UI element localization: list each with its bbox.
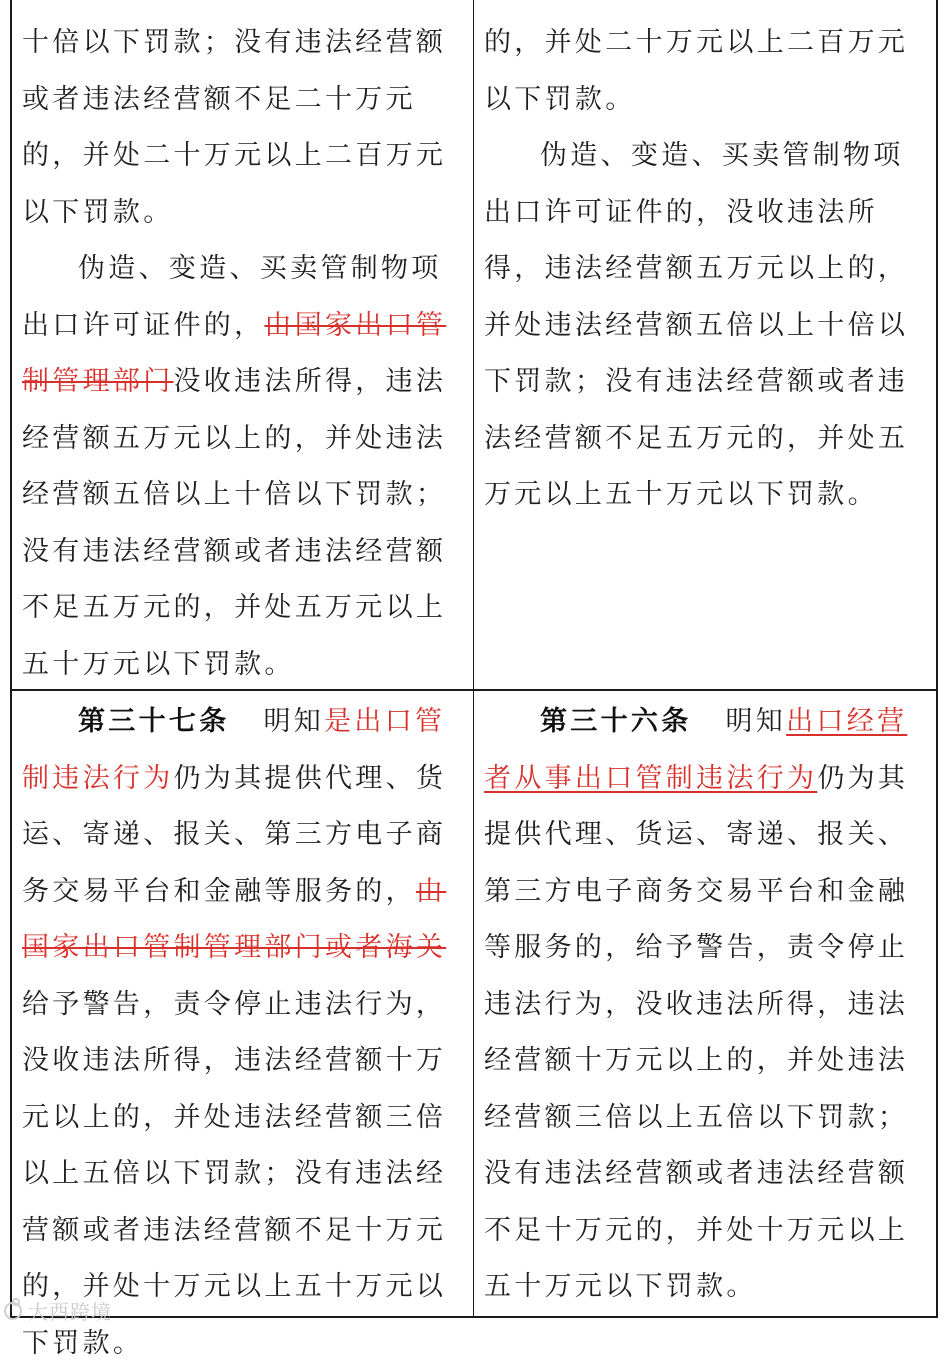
comparison-table [10,0,938,1359]
article-number: 第三十七条 [78,706,230,737]
paragraph: 十倍以下罚款；没有违法经营额或者违法经营额不足二十万元的，并处二十万元以上二百万元以下罚款。 [22,27,447,228]
cell-bottom-right [474,691,936,1316]
cell-top-right [474,0,936,691]
paragraph [484,694,930,1316]
cell-top-left [12,0,474,691]
paragraph: 伪造、变造、买卖管制物项出口许可证件的，没收违法所得，违法经营额五万元以上的，并处违法经营额五倍以上十倍以下罚款；没有违法经营额或者违法经营额不足五万元的，并处五万元以上五十万元以下罚款。 [484,140,909,510]
text-run: 没收违法所得，违法经营额五万元以上的，并处违法经营额五倍以上十倍以下罚款；没有违法经营额或者违法经营额不足五万元的，并处五万元以上五十万元以下罚款。 [22,366,447,680]
text-run: 仍为其提供代理、货运、寄递、报关、第三方电子商务交易平台和金融等服务的，给予警告，责令停止违法行为，没收违法所得，违法经营额十万元以上的，并处违法经营额三倍以上五倍以下罚款；没有违法经营额或者违法经营额不足十万元的，并处十万元以上五十万元以下罚款。 [484,762,909,1302]
inserted-text: 是出口管制违法行为 [22,706,446,794]
paragraph: 的，并处二十万元以上二百万元以下罚款。 [484,27,909,115]
cell-bottom-left [12,691,474,1359]
paragraph [22,694,467,1372]
deleted-text: 由国家出口管制管理部门或者海关 [22,875,447,963]
watermark [4,1296,112,1325]
watermark-text: 大酉跨境 [28,1300,112,1324]
weibo-icon [4,1302,22,1320]
article-number: 第三十六条 [540,706,692,737]
text-run: 给予警告，责令停止违法行为，没收违法所得，违法经营额十万元以上的，并处违法经营额三倍以上五倍以下罚款；没有违法经营额或者违法经营额不足十万元的，并处十万元以上五十万元以下罚款。 [22,988,447,1359]
text-run: 仍为其提供代理、货运、寄递、报关、第三方电子商务交易平台和金融等服务的， [22,762,447,907]
text-run: 明知 [725,706,787,737]
text-run: 伪造、变造、买卖管制物项出口许可证件的， [22,253,442,341]
paragraph [22,241,467,693]
underlined-text: 出口经营者从事出口管制违法行为 [484,706,908,794]
deleted-text: 由国家出口管制管理部门 [22,309,447,397]
text-run: 明知 [263,706,325,737]
